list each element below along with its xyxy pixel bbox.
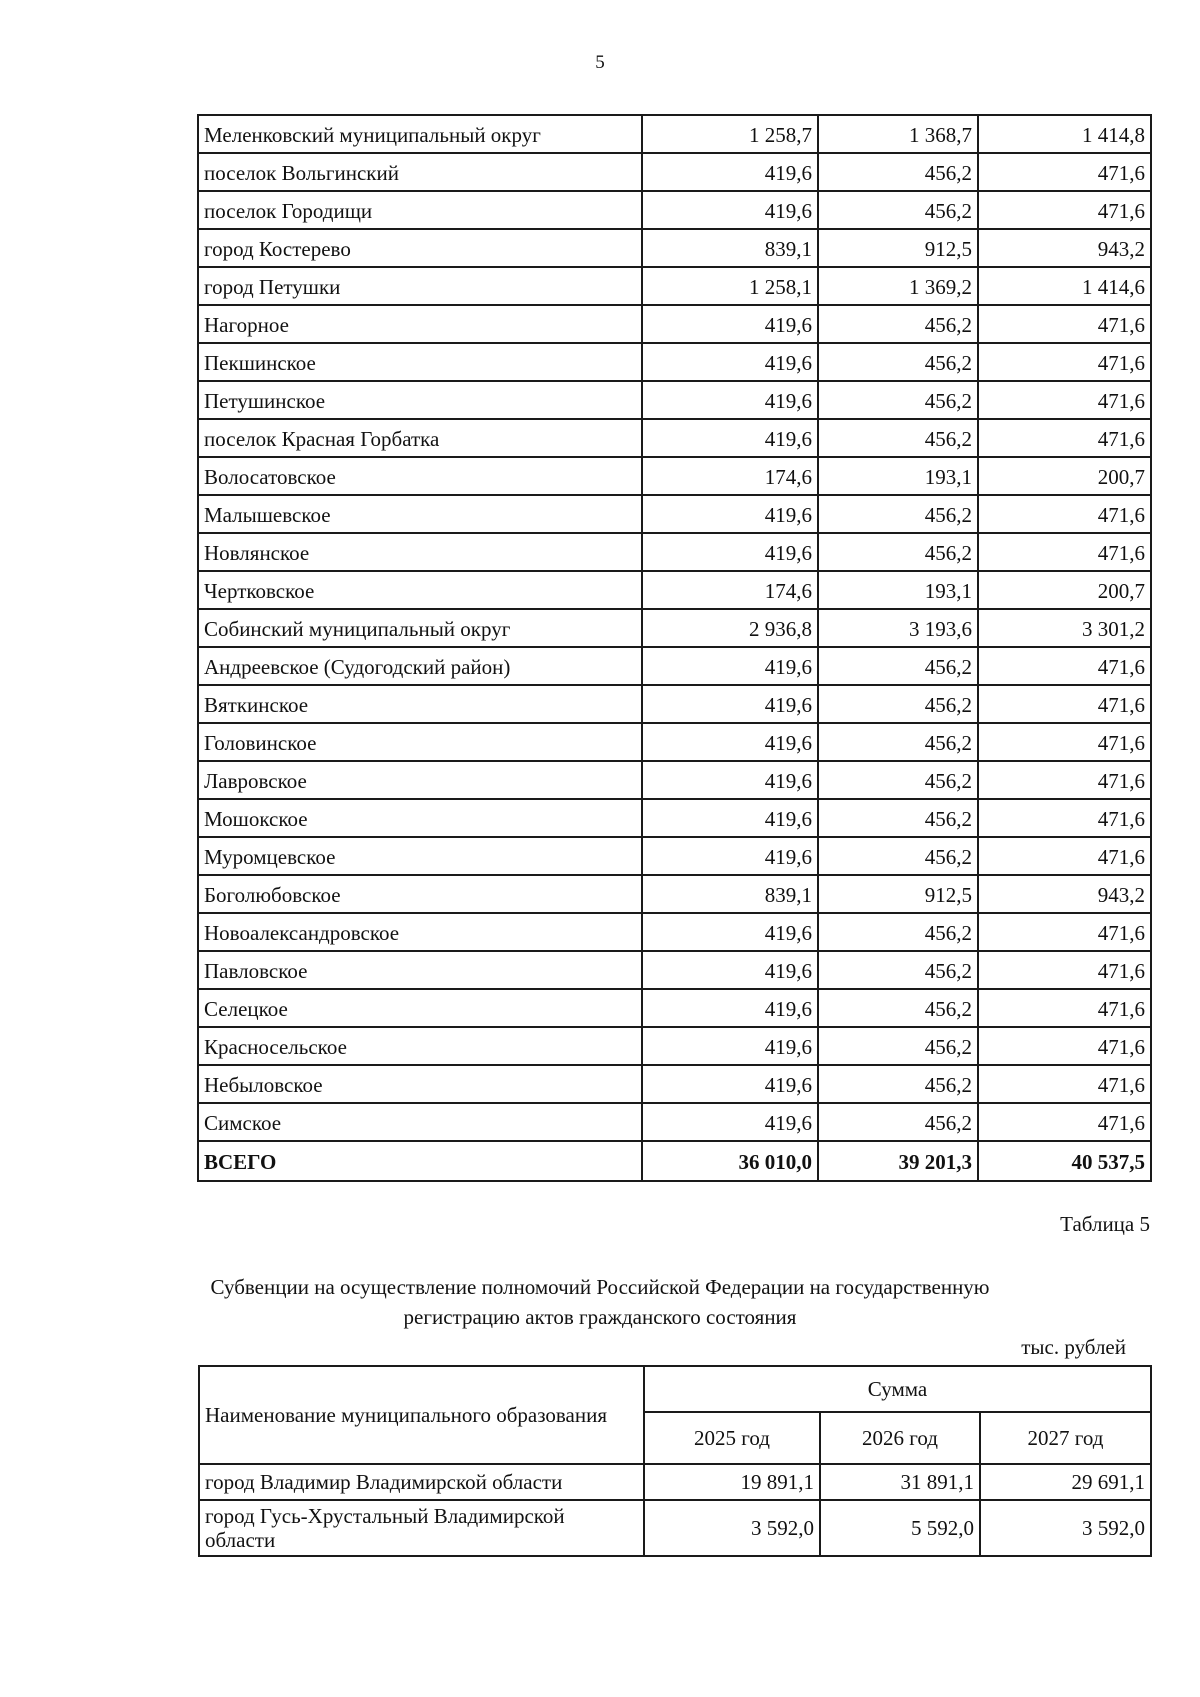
value-2026: 456,2 [818,305,978,343]
total-label: ВСЕГО [198,1141,642,1181]
value-2027: 471,6 [978,495,1151,533]
value-2025: 419,6 [642,381,818,419]
value-2025: 419,6 [642,1103,818,1141]
page-number: 5 [595,52,605,73]
table-row [198,723,1151,761]
value-2025: 419,6 [642,837,818,875]
table-row [198,381,1151,419]
value-2025: 419,6 [642,191,818,229]
municipality-name: Нагорное [198,305,642,343]
subsidy-table-body [198,115,1151,1181]
value-2025: 419,6 [642,305,818,343]
municipality-name: Меленковский муниципальный округ [198,115,642,153]
value-2027: 471,6 [978,723,1151,761]
municipality-name: Селецкое [198,989,642,1027]
column-header-name: Наименование муниципального образования [199,1366,644,1464]
value-2027: 471,6 [978,305,1151,343]
table-row [198,419,1151,457]
value-2027: 471,6 [978,1027,1151,1065]
municipality-name: Мошокское [198,799,642,837]
value-2027: 3 301,2 [978,609,1151,647]
value-2025: 419,6 [642,343,818,381]
value-2027: 471,6 [978,343,1151,381]
value-2025: 839,1 [642,875,818,913]
value-2026: 456,2 [818,685,978,723]
municipality-name: Красносельское [198,1027,642,1065]
municipality-name: Новоалександровское [198,913,642,951]
municipality-name: поселок Городищи [198,191,642,229]
value-2025: 419,6 [642,761,818,799]
value-2025: 3 592,0 [644,1500,820,1556]
table-row [198,761,1151,799]
table-row [198,647,1151,685]
value-2026: 3 193,6 [818,609,978,647]
table-title: Субвенции на осуществление полномочий Российской Федерации на государственную регистрацию актов гражданского состояния [210,1275,990,1329]
value-2027: 200,7 [978,571,1151,609]
table-row [198,457,1151,495]
value-2026: 456,2 [818,495,978,533]
municipality-name: Муромцевское [198,837,642,875]
table-row [198,571,1151,609]
value-2026: 456,2 [818,419,978,457]
value-2026: 456,2 [818,837,978,875]
table-row [198,115,1151,153]
value-2027: 471,6 [978,381,1151,419]
municipality-name: Вяткинское [198,685,642,723]
value-2027: 29 691,1 [980,1464,1151,1500]
value-2027: 471,6 [978,837,1151,875]
table-row [198,913,1151,951]
column-header-2027: 2027 год [980,1412,1151,1464]
civil-registration-table [198,1365,1152,1557]
value-2026: 912,5 [818,875,978,913]
municipality-name: Андреевское (Судогодский район) [198,647,642,685]
municipality-name: поселок Красная Горбатка [198,419,642,457]
value-2026: 456,2 [818,343,978,381]
table-row [198,305,1151,343]
table-row [198,191,1151,229]
municipality-name: Чертковское [198,571,642,609]
municipality-name: Боголюбовское [198,875,642,913]
municipality-name: Петушинское [198,381,642,419]
value-2027: 200,7 [978,457,1151,495]
total-row [198,1141,1151,1181]
table-row [199,1500,1151,1556]
value-2025: 419,6 [642,989,818,1027]
value-2027: 1 414,6 [978,267,1151,305]
value-2026: 456,2 [818,1065,978,1103]
value-2027: 943,2 [978,229,1151,267]
municipality-name: Волосатовское [198,457,642,495]
value-2026: 193,1 [818,457,978,495]
value-2025: 1 258,1 [642,267,818,305]
total-2027: 40 537,5 [978,1141,1151,1181]
municipality-name: Собинский муниципальный округ [198,609,642,647]
total-2025: 36 010,0 [642,1141,818,1181]
municipality-name: город Гусь-Хрустальный Владимирской области [199,1500,644,1556]
value-2026: 456,2 [818,153,978,191]
value-2025: 419,6 [642,647,818,685]
municipality-name: город Костерево [198,229,642,267]
value-2025: 19 891,1 [644,1464,820,1500]
subsidy-table-continued [197,114,1152,1182]
value-2027: 471,6 [978,989,1151,1027]
table-row [198,685,1151,723]
value-2026: 1 368,7 [818,115,978,153]
municipality-name: Павловское [198,951,642,989]
table-row [198,1103,1151,1141]
value-2026: 193,1 [818,571,978,609]
value-2027: 471,6 [978,761,1151,799]
value-2025: 419,6 [642,153,818,191]
table-row [198,799,1151,837]
value-2027: 471,6 [978,685,1151,723]
value-2025: 419,6 [642,723,818,761]
column-header-sum: Сумма [644,1366,1151,1412]
municipality-name: город Владимир Владимирской области [199,1464,644,1500]
table-row [198,229,1151,267]
value-2025: 419,6 [642,533,818,571]
value-2025: 419,6 [642,1065,818,1103]
value-2026: 456,2 [818,191,978,229]
table-row [198,533,1151,571]
column-header-2025: 2025 год [644,1412,820,1464]
value-2027: 471,6 [978,951,1151,989]
table-header-row [199,1366,1151,1412]
value-2027: 471,6 [978,913,1151,951]
value-2026: 456,2 [818,381,978,419]
value-2025: 174,6 [642,457,818,495]
value-2025: 1 258,7 [642,115,818,153]
value-2026: 456,2 [818,723,978,761]
value-2027: 471,6 [978,533,1151,571]
value-2026: 5 592,0 [820,1500,980,1556]
municipality-name: Малышевское [198,495,642,533]
municipality-name: Головинское [198,723,642,761]
value-2025: 419,6 [642,1027,818,1065]
value-2025: 839,1 [642,229,818,267]
units-label: тыс. рублей [1021,1335,1126,1359]
value-2027: 471,6 [978,419,1151,457]
value-2026: 456,2 [818,799,978,837]
municipality-name: Симское [198,1103,642,1141]
table-row [198,495,1151,533]
value-2025: 419,6 [642,419,818,457]
table-row [198,1027,1151,1065]
table-label: Таблица 5 [1060,1212,1150,1236]
value-2026: 456,2 [818,1103,978,1141]
municipality-name: Небыловское [198,1065,642,1103]
value-2027: 471,6 [978,1103,1151,1141]
value-2025: 419,6 [642,951,818,989]
value-2027: 3 592,0 [980,1500,1151,1556]
value-2027: 943,2 [978,875,1151,913]
total-2026: 39 201,3 [818,1141,978,1181]
value-2027: 471,6 [978,191,1151,229]
value-2026: 456,2 [818,1027,978,1065]
value-2025: 419,6 [642,913,818,951]
municipality-name: Пекшинское [198,343,642,381]
value-2026: 31 891,1 [820,1464,980,1500]
value-2026: 456,2 [818,533,978,571]
value-2025: 419,6 [642,495,818,533]
value-2027: 471,6 [978,153,1151,191]
table-row [198,1065,1151,1103]
value-2027: 471,6 [978,647,1151,685]
value-2026: 456,2 [818,913,978,951]
value-2026: 456,2 [818,989,978,1027]
value-2026: 456,2 [818,761,978,799]
table-row [198,153,1151,191]
value-2026: 1 369,2 [818,267,978,305]
table-row [198,951,1151,989]
table-row [198,837,1151,875]
value-2026: 456,2 [818,951,978,989]
value-2026: 456,2 [818,647,978,685]
value-2027: 471,6 [978,1065,1151,1103]
column-header-2026: 2026 год [820,1412,980,1464]
table-row [198,875,1151,913]
value-2025: 419,6 [642,799,818,837]
municipality-name: город Петушки [198,267,642,305]
value-2026: 912,5 [818,229,978,267]
table-row [199,1464,1151,1500]
value-2025: 419,6 [642,685,818,723]
table-row [198,609,1151,647]
value-2025: 2 936,8 [642,609,818,647]
table-row [198,267,1151,305]
table-row [198,989,1151,1027]
municipality-name: Новлянское [198,533,642,571]
municipality-name: поселок Вольгинский [198,153,642,191]
value-2025: 174,6 [642,571,818,609]
value-2027: 471,6 [978,799,1151,837]
municipality-name: Лавровское [198,761,642,799]
value-2027: 1 414,8 [978,115,1151,153]
table-row [198,343,1151,381]
